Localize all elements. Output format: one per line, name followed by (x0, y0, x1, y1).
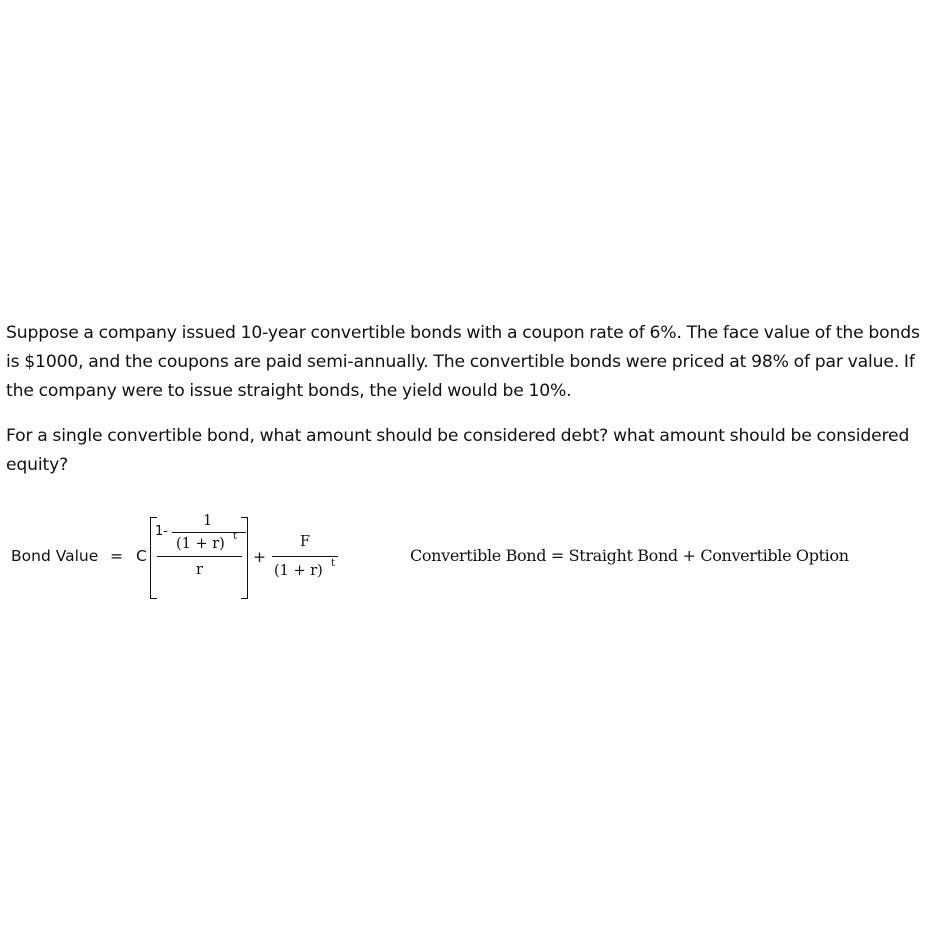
formula-plus: + (253, 548, 266, 566)
face-exponent: t (331, 558, 336, 569)
formula-label: Bond Value (11, 547, 99, 565)
question-paragraph-1: Suppose a company issued 10-year convertible bonds with a coupon rate of 6%. The face value of the bonds is $1000, and the coupons are paid semi-annually. The convertible bonds were priced at 98% of par value. If the company were to issue straight bonds, the yield would be 10%. (6, 323, 920, 401)
face-denominator: (1 + r) (274, 563, 323, 579)
right-bracket (241, 517, 248, 599)
question-paragraph-2: For a single convertible bond, what amount should be considered debt? what amount should be considered equity? (6, 426, 910, 475)
convertible-identity-equation: Convertible Bond = Straight Bond + Convertible Option (410, 546, 849, 565)
main-fraction-bar (157, 556, 242, 557)
inner-numerator: 1 (203, 513, 213, 529)
inner-denominator: (1 + r) (176, 536, 225, 552)
coupon-symbol: C (136, 547, 147, 565)
one-minus: 1- (155, 524, 168, 539)
face-symbol: F (300, 534, 311, 550)
face-fraction-bar (272, 556, 338, 557)
inner-exponent: t (233, 531, 238, 542)
rate-symbol: r (196, 562, 203, 578)
formula-equals: = (110, 547, 123, 565)
